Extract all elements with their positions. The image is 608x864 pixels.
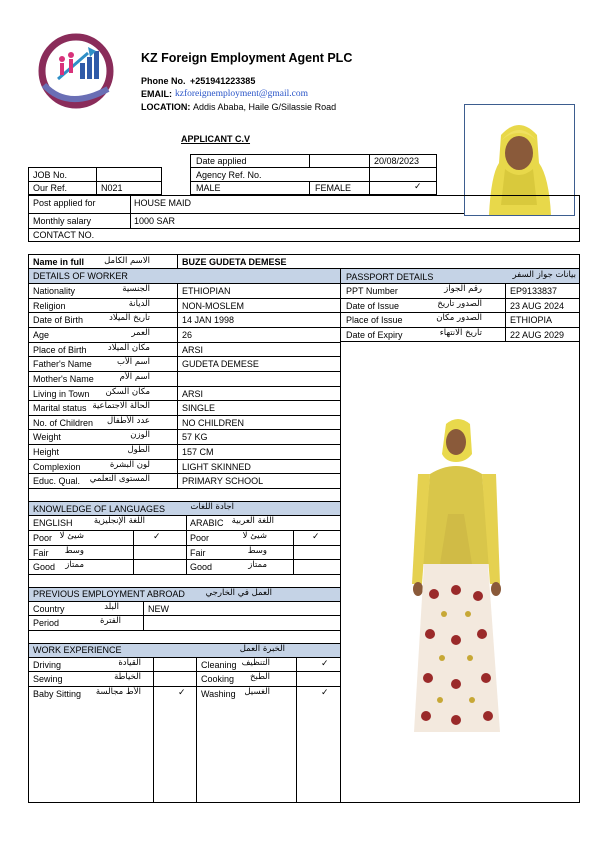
row-divider [28,429,340,430]
worker-field-value: ETHIOPIAN [182,286,231,296]
worker-field-label-ar: الطول [127,445,150,455]
skill-label-ar: الأط مجالسة [95,687,141,697]
english-level-label-ar: ممتاز [65,560,84,570]
contact-no-label: CONTACT NO. [33,230,95,240]
location-label: LOCATION: [141,102,191,112]
arabic-level-label-ar: ممتاز [248,560,267,570]
row-divider [28,415,340,416]
period-label: Period [33,618,60,628]
worker-field-label: No. of Children [33,418,94,428]
female-check-mark: ✓ [414,182,422,192]
skill-label: Driving [33,660,62,670]
worker-field-label: Complexion [33,462,81,472]
skill-label-ar: الخياطة [114,672,141,682]
english-label: ENGLISH [33,518,73,528]
skill-label: Baby Sitting [33,689,82,699]
worker-field-label: Mother's Name [33,374,94,384]
passport-field-value: ETHIOPIA [510,315,553,325]
worker-field-value: LIGHT SKINNED [182,462,251,472]
passport-field-label: PPT Number [346,286,398,296]
skill-check-mark: ✓ [321,659,329,669]
worker-field-label-ar: تاريخ الميلاد [109,313,150,323]
arabic-label-ar: اللغة العربية [231,516,274,526]
date-applied-value: 20/08/2023 [374,156,420,166]
experience-section-title-ar: الخبرة العمل [239,644,285,654]
passport-field-label: Date of Expiry [346,330,403,340]
skill-label-ar: القيادة [118,658,141,668]
arabic-level-label: Good [190,562,213,572]
worker-field-label: Age [33,330,50,340]
skill-check-mark: ✓ [178,688,186,698]
row-divider [28,473,340,474]
agency-ref-label: Agency Ref. No. [196,170,262,180]
company-name: KZ Foreign Employment Agent PLC [141,51,353,65]
full-body-photo [400,414,512,742]
worker-field-label-ar: الوزن [130,430,150,440]
passport-field-label: Place of Issue [346,315,403,325]
passport-section-title: PASSPORT DETAILS [346,272,434,282]
worker-field-value: GUDETA DEMESE [182,359,259,369]
english-level-label-ar: شيئ لا [59,531,84,541]
row-divider [28,444,340,445]
worker-field-value: 157 CM [182,447,214,457]
english-level-label: Good [33,562,56,572]
worker-field-label: Father's Name [33,359,92,369]
arabic-label: ARABIC [190,518,224,528]
row-divider [28,312,340,313]
worker-field-value: SINGLE [182,403,216,413]
country-value: NEW [148,604,169,614]
worker-field-value: 57 KG [182,432,208,442]
row-divider [28,371,340,372]
english-level-label-ar: وسط [64,546,84,556]
worker-field-label: Educ. Qual. [33,476,81,486]
worker-field-value: 14 JAN 1998 [182,315,235,325]
skill-label-ar: الطبخ [250,672,270,682]
passport-field-value: EP9133837 [510,286,558,296]
worker-field-label-ar: لون البشرة [109,460,150,470]
section-title: APPLICANT C.V [181,134,251,144]
worker-field-label: Nationality [33,286,76,296]
post-salary-table [28,195,580,242]
email-label: EMAIL: [141,89,172,99]
row-divider [28,356,340,357]
passport-section-title-ar: بيانات جواز السفر [512,270,576,280]
languages-section-title: KNOWLEDGE OF LANGUAGES [33,504,166,514]
passport-field-value: 22 AUG 2029 [510,330,565,340]
row-divider [28,298,340,299]
skill-label-ar: الغسيل [244,687,270,697]
skill-check-mark: ✓ [321,688,329,698]
monthly-salary-label: Monthly salary [33,216,92,226]
row-divider [28,400,340,401]
worker-field-label-ar: مكان الميلاد [107,343,150,353]
worker-field-label-ar: اسم الأب [116,357,150,367]
worker-field-label-ar: المستوى التعلمي [89,474,150,484]
country-label-ar: البلد [104,602,119,612]
country-label: Country [33,604,65,614]
row-divider [28,342,340,343]
worker-field-label-ar: الحالة الاجتماعية [92,401,150,411]
experience-section-title: WORK EXPERIENCE [33,645,122,655]
skill-label: Cleaning [201,660,237,670]
passport-field-label-ar: الصدور مكان [436,313,482,323]
row-divider [28,327,340,328]
name-value: BUZE GUDETA DEMESE [182,257,287,267]
skill-label: Washing [201,689,236,699]
worker-field-label-ar: العمر [131,328,150,338]
worker-field-label-ar: الديانة [128,299,150,309]
worker-field-label: Height [33,447,60,457]
passport-field-label-ar: تاريخ الانتهاء [439,328,482,338]
worker-field-label: Marital status [33,403,87,413]
arabic-level-check-mark: ✓ [312,532,320,542]
post-applied-label: Post applied for [33,198,96,208]
skill-label: Sewing [33,674,63,684]
previous-section-title-ar: العمل في الخارجي [205,588,272,598]
monthly-salary-value: 1000 SAR [134,216,176,226]
worker-field-label: Religion [33,301,66,311]
female-label: FEMALE [315,183,352,193]
worker-field-value: ARSI [182,345,204,355]
worker-field-label: Living in Town [33,389,90,399]
date-applied-label: Date applied [196,156,247,166]
worker-field-value: PRIMARY SCHOOL [182,476,264,486]
phone-label: Phone No. [141,76,186,86]
worker-section-title: DETAILS OF WORKER [33,271,128,281]
post-applied-value: HOUSE MAID [134,198,192,208]
languages-section-title-ar: اجادة اللغات [190,502,234,512]
worker-field-label-ar: اسم الأم [119,372,150,382]
previous-section-title: PREVIOUS EMPLOYMENT ABROAD [33,589,185,599]
row-divider [28,459,340,460]
name-label: Name in full [33,257,85,267]
period-label-ar: الفترة [100,616,121,626]
passport-field-label-ar: رقم الجواز [444,284,482,294]
company-logo [38,33,118,111]
row-divider [28,386,340,387]
job-no-label: JOB No. [33,170,68,180]
english-level-label: Poor [33,533,53,543]
worker-field-value: 26 [182,330,193,340]
english-label-ar: اللغة الإنجليزية [93,516,145,526]
arabic-level-label: Fair [190,548,206,558]
name-label-ar: الاسم الكامل [104,256,150,266]
skill-label-ar: التنظيف [241,658,270,668]
worker-field-label-ar: عدد الأطفال [106,416,150,426]
male-label: MALE [196,183,221,193]
our-ref-value: N021 [101,183,123,193]
worker-field-value: NON-MOSLEM [182,301,245,311]
arabic-level-label-ar: شيئ لا [242,531,267,541]
passport-field-label-ar: الصدور تاريخ [437,299,482,309]
skill-label: Cooking [201,674,235,684]
english-level-label: Fair [33,548,49,558]
arabic-level-label: Poor [190,533,210,543]
passport-field-label: Date of Issue [346,301,400,311]
arabic-level-label-ar: وسط [247,546,267,556]
phone-value: +251941223385 [190,76,256,86]
worker-field-label: Place of Birth [33,345,87,355]
worker-field-label: Weight [33,432,61,442]
worker-field-label-ar: مكان السكن [105,387,150,397]
passport-field-value: 23 AUG 2024 [510,301,565,311]
worker-field-value: NO CHILDREN [182,418,245,428]
worker-field-label-ar: الجنسية [122,284,150,294]
email-link[interactable]: kzforeignemployment@gmail.com [175,89,309,99]
english-level-check-mark: ✓ [153,532,161,542]
our-ref-label: Our Ref. [33,183,68,193]
location-value: Addis Ababa, Haile G/Silassie Road [193,102,337,112]
worker-field-label: Date of Birth [33,315,84,325]
worker-field-value: ARSI [182,389,204,399]
